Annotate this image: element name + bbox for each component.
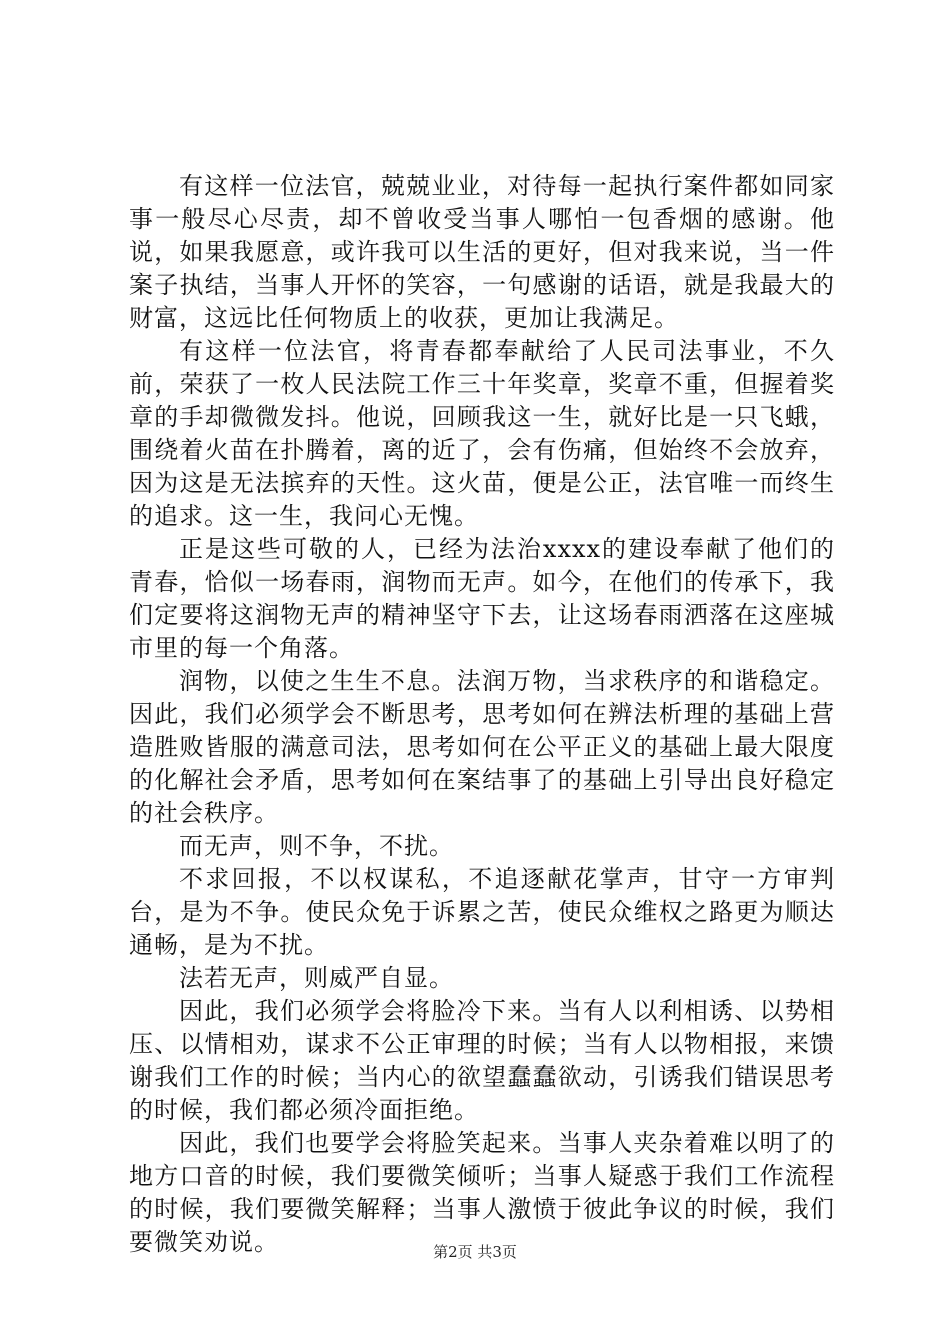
paragraph-6: 不求回报，不以权谋私，不追逐献花掌声，甘守一方审判台，是为不争。使民众免于诉累之苦，使民众维权之路更为顺达通畅，是为不扰。	[129, 865, 835, 959]
paragraph-7: 法若无声，则威严自显。	[179, 964, 454, 992]
paragraph-5: 而无声，则不争，不扰。	[179, 832, 454, 860]
page-number-footer: 第2页 共3页	[433, 1243, 517, 1261]
paragraph-8: 因此，我们必须学会将脸冷下来。当有人以利相诱、以势相压、以情相劝，谋求不公正审理的时候；当有人以物相报，来馈谢我们工作的时候；当内心的欲望蠢蠢欲动，引诱我们错误思考的时候，我们都必须冷面拒绝。	[129, 997, 835, 1124]
paragraph-4: 润物，以使之生生不息。法润万物，当求秩序的和谐稳定。因此，我们必须学会不断思考，思考如何在辨法析理的基础上营造胜败皆服的满意司法，思考如何在公平正义的基础上最大限度的化解社会矛盾，思考如何在案结事了的基础上引导出良好稳定的社会秩序。	[129, 667, 835, 827]
paragraph-9: 因此，我们也要学会将脸笑起来。当事人夹杂着难以明了的地方口音的时候，我们要微笑倾听；当事人疑惑于我们工作流程的时候，我们要微笑解释；当事人激愤于彼此争议的时候，我们要微笑劝说。	[129, 1129, 835, 1256]
paragraph-3: 正是这些可敬的人，已经为法治xxxx的建设奉献了他们的青春，恰似一场春雨，润物而无声。如今，在他们的传承下，我们定要将这润物无声的精神坚守下去，让这场春雨洒落在这座城市里的每一个角落。	[129, 535, 835, 662]
paragraph-1: 有这样一位法官，兢兢业业，对待每一起执行案件都如同家事一般尽心尽责，却不曾收受当事人哪怕一包香烟的感谢。他说，如果我愿意，或许我可以生活的更好，但对我来说，当一件案子执结，当事人开怀的笑容，一句感谢的话语，就是我最大的财富，这远比任何物质上的收获，更加让我满足。	[129, 172, 835, 332]
document-body	[129, 170, 835, 1259]
paragraph-2: 有这样一位法官，将青春都奉献给了人民司法事业，不久前，荣获了一枚人民法院工作三十年奖章，奖章不重，但握着奖章的手却微微发抖。他说，回顾我这一生，就好比是一只飞蛾，围绕着火苗在扑腾着，离的近了，会有伤痛，但始终不会放弃，因为这是无法摈弃的天性。这火苗，便是公正，法官唯一而终生的追求。这一生，我问心无愧。	[129, 337, 835, 530]
